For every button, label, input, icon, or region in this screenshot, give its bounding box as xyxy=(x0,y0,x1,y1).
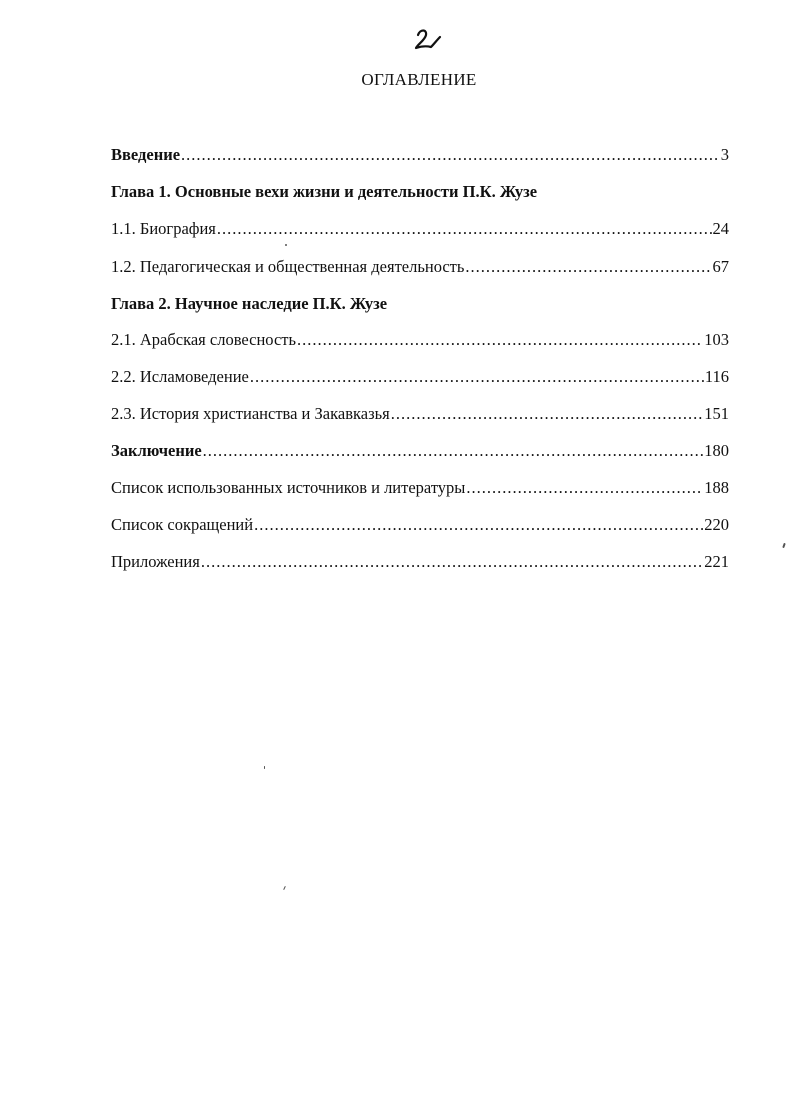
toc-entry-abbreviations[interactable] xyxy=(111,515,729,535)
toc-entry-title: 2.1. Арабская словесность xyxy=(111,330,296,349)
toc-entry-title: 1.2. Педагогическая и общественная деятельность xyxy=(111,257,465,276)
toc-entry-1-1[interactable] xyxy=(111,219,729,239)
toc-entry-title: Приложения xyxy=(111,552,200,571)
toc-entry-page: 67 xyxy=(712,257,729,276)
handwritten-page-number xyxy=(410,26,450,56)
scan-speck xyxy=(782,543,786,548)
dot-leader xyxy=(391,404,704,424)
toc-entry-title: Список сокращений xyxy=(111,515,254,534)
toc-entry-2-3[interactable] xyxy=(111,404,729,424)
toc-entry-title: Заключение xyxy=(111,441,202,460)
toc-entry-sources[interactable] xyxy=(111,478,729,498)
handwritten-page-number-glyph xyxy=(410,26,450,56)
toc-entry-title: Введение xyxy=(111,145,181,164)
toc-entry-1-2[interactable] xyxy=(111,257,729,277)
dot-leader xyxy=(297,330,703,350)
toc-entry-page: 116 xyxy=(704,367,729,386)
dot-leader xyxy=(250,367,704,387)
toc-chapter-1[interactable]: Глава 1. Основные вехи жизни и деятельности П.К. Жузе xyxy=(111,182,538,201)
toc-entry-conclusion[interactable] xyxy=(111,441,729,461)
toc-entry-title: Список использованных источников и литературы xyxy=(111,478,466,497)
toc-entry-page: 24 xyxy=(712,219,729,238)
toc-entry-page: 188 xyxy=(704,478,729,497)
scan-speck xyxy=(285,244,287,246)
page-title: ОГЛАВЛЕНИЕ xyxy=(361,70,477,89)
toc-entry-page: 221 xyxy=(704,552,729,571)
dot-leader xyxy=(181,145,720,165)
toc-entry-2-1[interactable] xyxy=(111,330,729,350)
dot-leader xyxy=(203,441,704,461)
toc-entry-intro[interactable] xyxy=(111,145,729,165)
dot-leader xyxy=(465,257,711,277)
toc-chapter-2[interactable]: Глава 2. Научное наследие П.К. Жузе xyxy=(111,294,388,313)
toc-entry-title: 1.1. Биография xyxy=(111,219,216,238)
toc-entry-title: 2.2. Исламоведение xyxy=(111,367,249,386)
toc-entry-page: 3 xyxy=(720,145,729,164)
scan-speck xyxy=(264,766,265,769)
toc-entry-page: 103 xyxy=(704,330,729,349)
toc-entry-title: 2.3. История христианства и Закавказья xyxy=(111,404,390,423)
toc-entry-2-2[interactable] xyxy=(111,367,729,387)
dot-leader xyxy=(217,219,712,239)
toc-entry-page: 220 xyxy=(704,515,729,534)
toc-entry-page: 180 xyxy=(704,441,729,460)
toc-entry-page: 151 xyxy=(704,404,729,423)
scan-speck xyxy=(283,886,286,890)
dot-leader xyxy=(201,552,703,572)
dot-leader xyxy=(466,478,703,498)
toc-entry-appendices[interactable] xyxy=(111,552,729,572)
dot-leader xyxy=(254,515,703,535)
